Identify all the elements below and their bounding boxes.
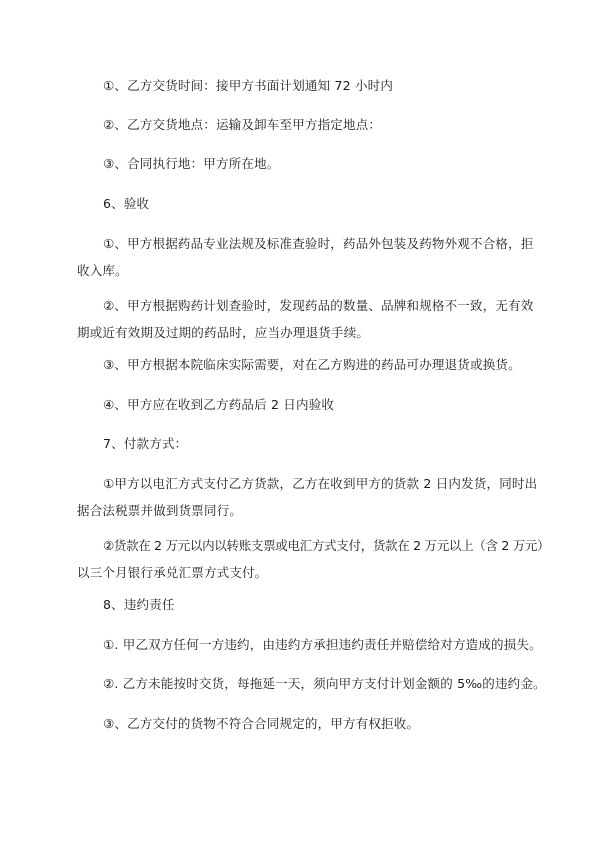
paragraph-breach-2 xyxy=(103,670,546,697)
text-line: 8、违约责任 xyxy=(103,597,175,612)
text-line: ①、甲方根据药品专业法规及标准查验时，药品外包装及药物外观不合格，拒 xyxy=(103,236,534,251)
text-line: 据合法税票并做到货票同行。 xyxy=(77,503,243,518)
text-line: ①甲方以电汇方式支付乙方货款，乙方在收到甲方的货款 2 日内发货，同时出 xyxy=(103,476,538,491)
paragraph-breach-3 xyxy=(103,710,419,737)
paragraph-breach-1 xyxy=(103,631,542,658)
text-line: ③、甲方根据本院临床实际需要，对在乙方购进的药品可办理退货或换货。 xyxy=(103,357,521,372)
text-line: ③、乙方交付的货物不符合合同规定的，甲方有权拒收。 xyxy=(103,716,420,731)
section-heading-acceptance xyxy=(103,190,149,217)
text-line: ④、甲方应在收到乙方药品后 2 日内验收 xyxy=(103,397,335,412)
text-line: ②、甲方根据购药计划查验时，发现药品的数量、品牌和规格不一致，无有效 xyxy=(103,298,534,313)
text-line: ①. 甲乙双方任何一方违约，由违约方承担违约责任并赔偿给对方造成的损失。 xyxy=(103,637,542,652)
text-line: 6、验收 xyxy=(103,196,150,211)
text-line: ②. 乙方未能按时交货，每拖延一天，须向甲方支付计划金额的 5‰的违约金。 xyxy=(103,676,546,691)
text-line: ①、乙方交货时间：接甲方书面计划通知 72 小时内 xyxy=(103,78,394,93)
text-line: ②、乙方交货地点：运输及卸车至甲方指定地点： xyxy=(103,117,382,132)
text-line: 以三个月银行承兑汇票方式支付。 xyxy=(77,565,268,580)
text-line: ③、合同执行地：甲方所在地。 xyxy=(103,156,280,171)
paragraph-delivery-time xyxy=(103,72,393,99)
paragraph-payment-2 xyxy=(0,532,595,586)
text-line: ②货款在 2 万元以内以转账支票或电汇方式支付，货款在 2 万元以上（含 2 万元） xyxy=(103,538,550,553)
text-line: 期或近有效期及过期的药品时，应当办理退货手续。 xyxy=(77,325,370,340)
paragraph-execution-place xyxy=(103,150,280,177)
section-heading-breach xyxy=(103,591,175,618)
text-line: 7、付款方式： xyxy=(103,436,188,451)
paragraph-acceptance-4 xyxy=(103,391,334,418)
paragraph-acceptance-3 xyxy=(103,351,521,378)
text-line: 收入库。 xyxy=(77,263,128,278)
section-heading-payment xyxy=(103,430,187,457)
paragraph-acceptance-2 xyxy=(0,292,595,346)
paragraph-acceptance-1 xyxy=(0,230,595,284)
paragraph-payment-1 xyxy=(0,470,595,524)
paragraph-delivery-place xyxy=(103,111,381,138)
